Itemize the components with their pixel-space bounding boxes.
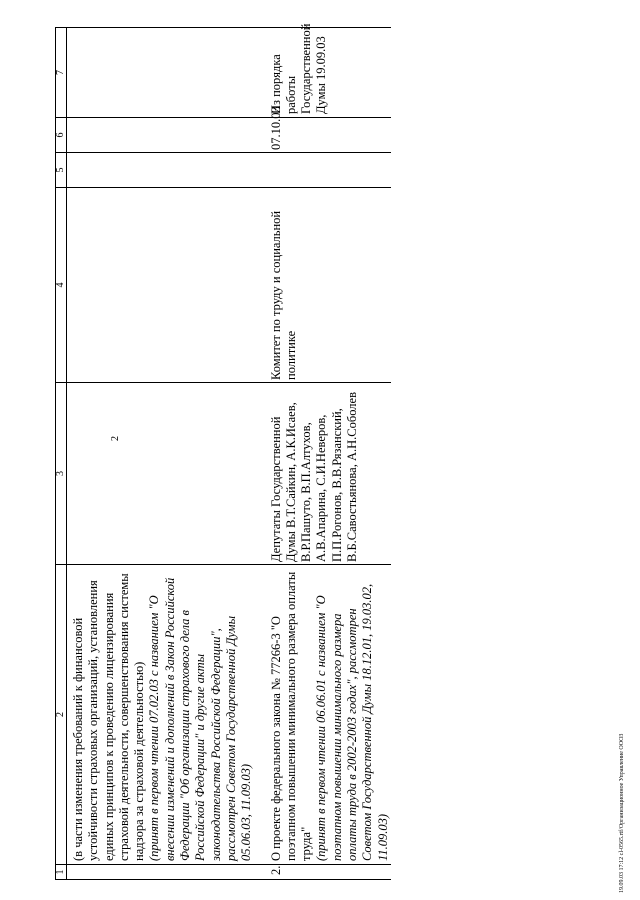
bill-description: [269, 565, 391, 865]
initiator-cell: Депутаты Государственной Думы В.Т.Сайкин, А.К.Исаев, В.Р.Пашуто, В.П.Алтухов, А.В.Апарина, С.И.Неверов, П.П.Рогонов, В.В.Рязанский, В.Б.Савостьянова, А.Н.Соболев: [269, 383, 391, 565]
document-footer: 19.09.03 17:12 cl-0565.rtf/Организационное Управление ООО3: [619, 733, 625, 893]
bill-history-text: (принят в первом чтении 07.02.03 с названием "О внесении изменений и дополнений в Закон Российской Федерации "Об организации страхового дела в Российской Федерации" и другие акты законодательства Российской Федерации", рассмотрен Советом Государственной Думы 05.06.03, 11.09.03): [147, 577, 254, 861]
table-row: [269, 28, 391, 880]
source-cell: [67, 28, 269, 118]
bill-history-text: (принят в первом чтении 06.06.01 с названием "О поэтапном повышении минимального размера оплаты труда в 2002-2003 годах", рассмотрен Советом Государственной Думы 18.12.01, 19.03.02, 11.09.03): [314, 583, 390, 861]
header-col-1: 1: [56, 865, 67, 880]
header-col-2: 2: [56, 565, 67, 865]
col5-cell: [269, 153, 391, 188]
header-col-3: 3: [56, 383, 67, 565]
source-cell: Из порядка работы Государственной Думы 19.09.03: [269, 28, 391, 118]
header-col-7: 7: [56, 28, 67, 118]
date-cell: [67, 118, 269, 153]
initiator-cell: [67, 383, 269, 565]
bill-description: [67, 565, 269, 865]
bill-description-text: (в части изменения требований к финансовой устойчивости страховых организаций, установления единых принципов к проведению лицензирования страховой деятельности, совершенствования системы надзора за страховой деятельностью): [71, 573, 147, 861]
table-header-row: [56, 28, 67, 880]
header-col-5: 5: [56, 153, 67, 188]
row-number: 2.: [269, 865, 391, 880]
header-col-4: 4: [56, 188, 67, 383]
bill-description-text: О проекте федерального закона № 77266-3 "О поэтапном повышении минимального размера оплаты труда": [268, 571, 314, 861]
row-number: [67, 865, 269, 880]
date-cell: 07.10.03: [269, 118, 391, 153]
committee-cell: Комитет по труду и социальной политике: [269, 188, 391, 383]
page-number: 2: [110, 436, 121, 441]
committee-cell: [67, 188, 269, 383]
table-row: [67, 28, 269, 880]
legislation-table: [55, 23, 391, 880]
document-sheet: [55, 23, 583, 880]
header-col-6: 6: [56, 118, 67, 153]
col5-cell: [67, 153, 269, 188]
